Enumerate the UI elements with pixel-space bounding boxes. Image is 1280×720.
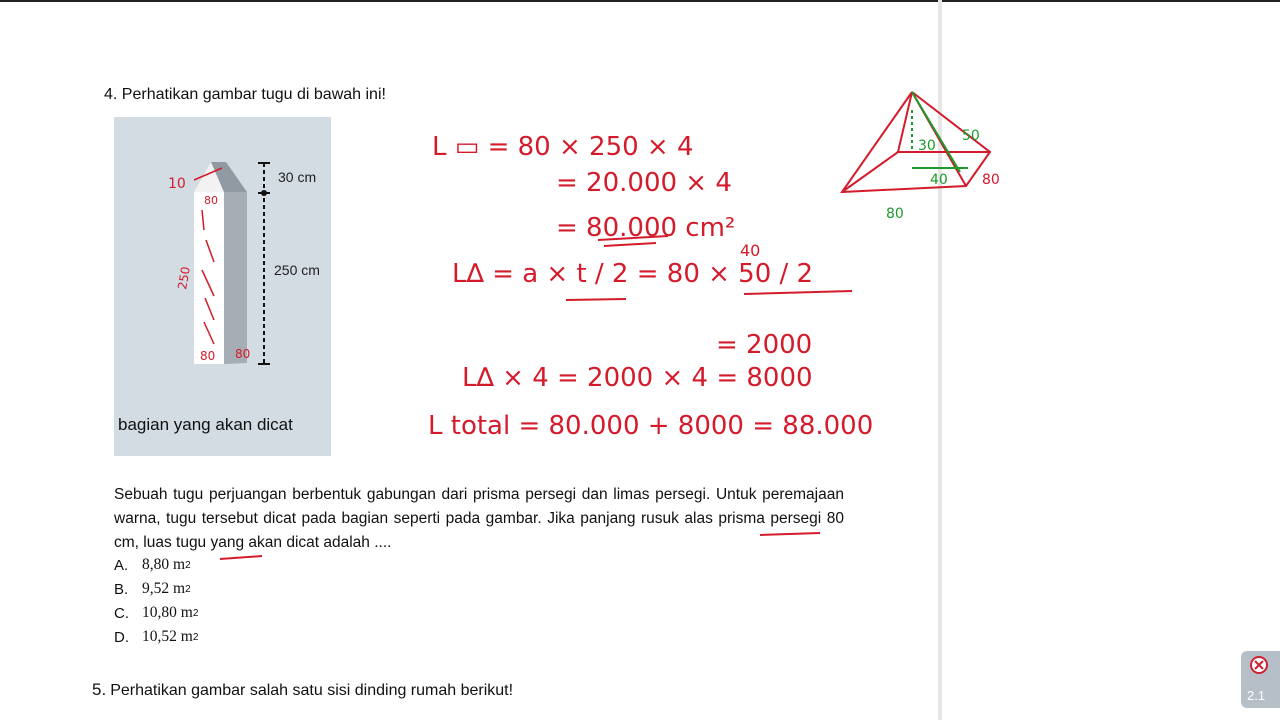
zoom-icon[interactable]: [1249, 655, 1269, 675]
svg-text:50: 50: [962, 128, 980, 144]
svg-text:10: 10: [168, 176, 186, 192]
svg-text:250: 250: [175, 265, 193, 291]
dimension-30cm: 30 cm: [278, 169, 317, 185]
hw-line-7: L total = 80.000 + 8000 = 88.000: [428, 411, 874, 441]
option-d[interactable]: D. 10,52 m 2: [114, 628, 199, 646]
question-4-title: 4. Perhatikan gambar tugu di bawah ini!: [104, 86, 386, 103]
hw-line-4-note: 40: [740, 241, 761, 260]
hw-line-3: = 80.000 cm²: [556, 213, 736, 243]
hw-line-4: L∆ = a × t / 2 = 80 × 50 / 2: [452, 259, 814, 289]
answer-options: [114, 553, 198, 649]
option-b[interactable]: B. 9,52 m 2: [114, 580, 191, 598]
obelisk-front-face: [194, 192, 224, 364]
hw-line-1: L ▭ = 80 × 250 × 4: [432, 132, 694, 162]
hw-line-6: L∆ × 4 = 2000 × 4 = 8000: [462, 363, 813, 393]
figure-caption: bagian yang akan dicat: [118, 415, 293, 434]
zoom-label: 2.1: [1247, 688, 1266, 703]
svg-text:80: 80: [200, 349, 216, 363]
obelisk-side-face: [224, 192, 247, 364]
zoom-widget[interactable]: [1241, 651, 1280, 708]
svg-text:40: 40: [930, 172, 948, 188]
obelisk-drawing: [114, 117, 331, 456]
dimension-250cm: 250 cm: [274, 262, 320, 278]
svg-text:80: 80: [204, 194, 218, 207]
svg-text:80: 80: [235, 347, 251, 361]
question-4-text: Sebuah tugu perjuangan berbentuk gabungan dari prisma persegi dan limas persegi. Untuk peremajaan warna, tugu tersebut dicat pada bagian seperti pada gambar. Jika panjang rusuk alas prisma persegi 80 cm, luas tugu yang akan dicat adalah ....: [114, 486, 844, 551]
hw-line-5: = 2000: [716, 330, 813, 360]
question-5-title: 5. Perhatikan gambar salah satu sisi dinding rumah berikut!: [92, 680, 514, 699]
option-a[interactable]: A. 8,80 m 2: [114, 556, 191, 574]
side-panel: [942, 2, 1280, 720]
svg-text:80: 80: [886, 206, 904, 222]
option-c[interactable]: C. 10,80 m 2: [114, 604, 199, 622]
svg-text:30: 30: [918, 138, 936, 154]
obelisk-figure: [114, 117, 331, 456]
svg-text:80: 80: [982, 172, 1000, 188]
hw-line-2: = 20.000 × 4: [556, 168, 732, 198]
